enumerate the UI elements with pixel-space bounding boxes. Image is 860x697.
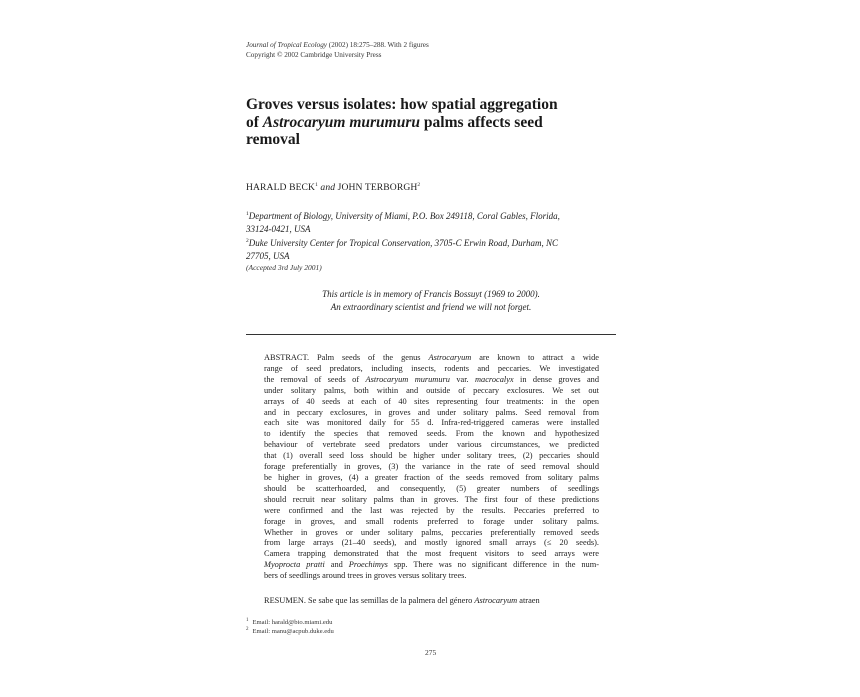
- abstract-line: be higher in groves, (4) a greater fraction of the seeds removed from solitary palms: [264, 472, 599, 482]
- footnote-2-mark: 2: [246, 627, 249, 632]
- affiliation-1-mark: 1: [246, 211, 249, 217]
- page-number: 275: [425, 648, 437, 657]
- abstract-line: were confirmed and the last was rejected by the results. Peccaries preferred to: [264, 505, 599, 515]
- affiliation-2: [246, 235, 626, 263]
- abstract-line: Whether in groves or under solitary palms, peccaries preferentially removed seeds: [264, 527, 599, 537]
- author-1: HARALD BECK: [246, 182, 316, 193]
- author-1-affiliation-mark: 1: [315, 182, 318, 188]
- footnote-1-mark: 1: [246, 618, 249, 623]
- journal-reference: [246, 40, 429, 50]
- abstract-line: the removal of seeds of Astrocaryum murumuru var. macrocalyx in dense groves and: [264, 374, 600, 384]
- abstract-line: behaviour of vertebrate seed predators under various circumstances, we predicted: [264, 440, 599, 450]
- author-conjunction: and: [320, 182, 336, 193]
- affiliation-2-line-1: [246, 235, 626, 250]
- accepted-date: (Accepted 3rd July 2001): [246, 263, 322, 272]
- affiliation-2-line-2: 27705, USA: [246, 251, 290, 261]
- abstract-line: and in peccary exclosures, in groves and under solitary palms. Seed removal from: [264, 407, 599, 417]
- affiliation-1: [246, 208, 626, 236]
- affiliation-1-line-1: [246, 208, 626, 223]
- abstract-line: Myoprocta pratti and Proechimys spp. There was no significant difference in the num-: [264, 560, 599, 570]
- abstract-line: ABSTRACT. Palm seeds of the genus Astrocaryum are known to attract a wide: [264, 353, 599, 362]
- resumen: RESUMEN. Se sabe que las semillas de la palmera del género Astrocaryum atraen: [264, 596, 540, 605]
- author-list: [246, 182, 420, 193]
- journal-name: Journal of Tropical Ecology: [246, 41, 327, 49]
- abstract-line: range of seed predators, including insects, rodents and peccaries. We investigated: [264, 363, 599, 373]
- article-title: [246, 96, 626, 149]
- title-prefix: of: [246, 113, 263, 131]
- author-2-affiliation-mark: 2: [417, 182, 421, 188]
- memorial-dedication: [246, 288, 616, 313]
- abstract-line: bers of seedlings around trees in groves versus solitary trees.: [264, 571, 467, 581]
- title-suffix: palms affects seed: [420, 113, 543, 131]
- abstract-line: each site was monitored daily for 55 d. Infra-red-triggered cameras were installed: [264, 418, 599, 428]
- copyright-line: Copyright © 2002 Cambridge University Press: [246, 51, 382, 59]
- abstract-line: that (1) overall seed loss should be higher under solitary trees, (2) peccaries should: [264, 451, 599, 461]
- footnote-2-email: Email: manu@acpub.duke.edu: [252, 628, 334, 635]
- journal-volume: (2002) 18:275–288. With 2 figures: [328, 41, 429, 49]
- abstract-line: from large arrays (21–40 seeds), and mostly ignored small arrays (≤ 20 seeds).: [264, 538, 599, 548]
- title-line-3: removal: [246, 131, 300, 148]
- affiliation-1-line-2: 33124-0421, USA: [246, 224, 311, 234]
- abstract-line: forage preferentially in groves, (3) the variance in the rate of seed removal should: [264, 462, 599, 472]
- footnote-1-email: Email: harald@bio.miami.edu: [252, 619, 333, 626]
- abstract-line: arrays of 40 seeds at each of 40 sites representing four treatments: in the open: [264, 396, 599, 406]
- abstract-line: should recruit near solitary palms than in groves. The first four of these predictions: [264, 494, 599, 504]
- abstract-line: to identify the species that removed seeds. From the known and hypothesized: [264, 429, 599, 439]
- affiliation-2-text: Duke University Center for Tropical Conservation, 3705-C Erwin Road, Durham, NC: [248, 238, 558, 248]
- abstract-line: forage in groves, and small rodents preferred to forage under solitary palms.: [264, 516, 599, 526]
- title-line-2: [246, 114, 626, 132]
- journal-citation: [246, 40, 429, 60]
- title-line-1: Groves versus isolates: how spatial aggregation: [246, 96, 558, 113]
- abstract-line: should be scatterhoarded, and consequently, (5) greater numbers of seedlings: [264, 483, 599, 493]
- footnote-2: [246, 625, 334, 636]
- memorial-line-1: This article is in memory of Francis Bossuyt (1969 to 2000).: [322, 289, 540, 299]
- section-divider: [246, 334, 616, 335]
- affiliation-2-mark: 2: [246, 238, 249, 244]
- abstract: [264, 353, 599, 582]
- affiliation-1-text: Department of Biology, University of Miami, P.O. Box 249118, Coral Gables, Florida,: [248, 211, 560, 221]
- species-name: Astrocaryum murumuru: [262, 113, 421, 131]
- author-2: JOHN TERBORGH: [337, 182, 418, 193]
- abstract-line: under solitary palms, both within and outside of peccary exclosures. We set out: [264, 385, 599, 395]
- abstract-line: Camera trapping demonstrated that the most frequent visitors to seed arrays were: [264, 549, 599, 559]
- memorial-line-2: An extraordinary scientist and friend we will not forget.: [330, 301, 532, 312]
